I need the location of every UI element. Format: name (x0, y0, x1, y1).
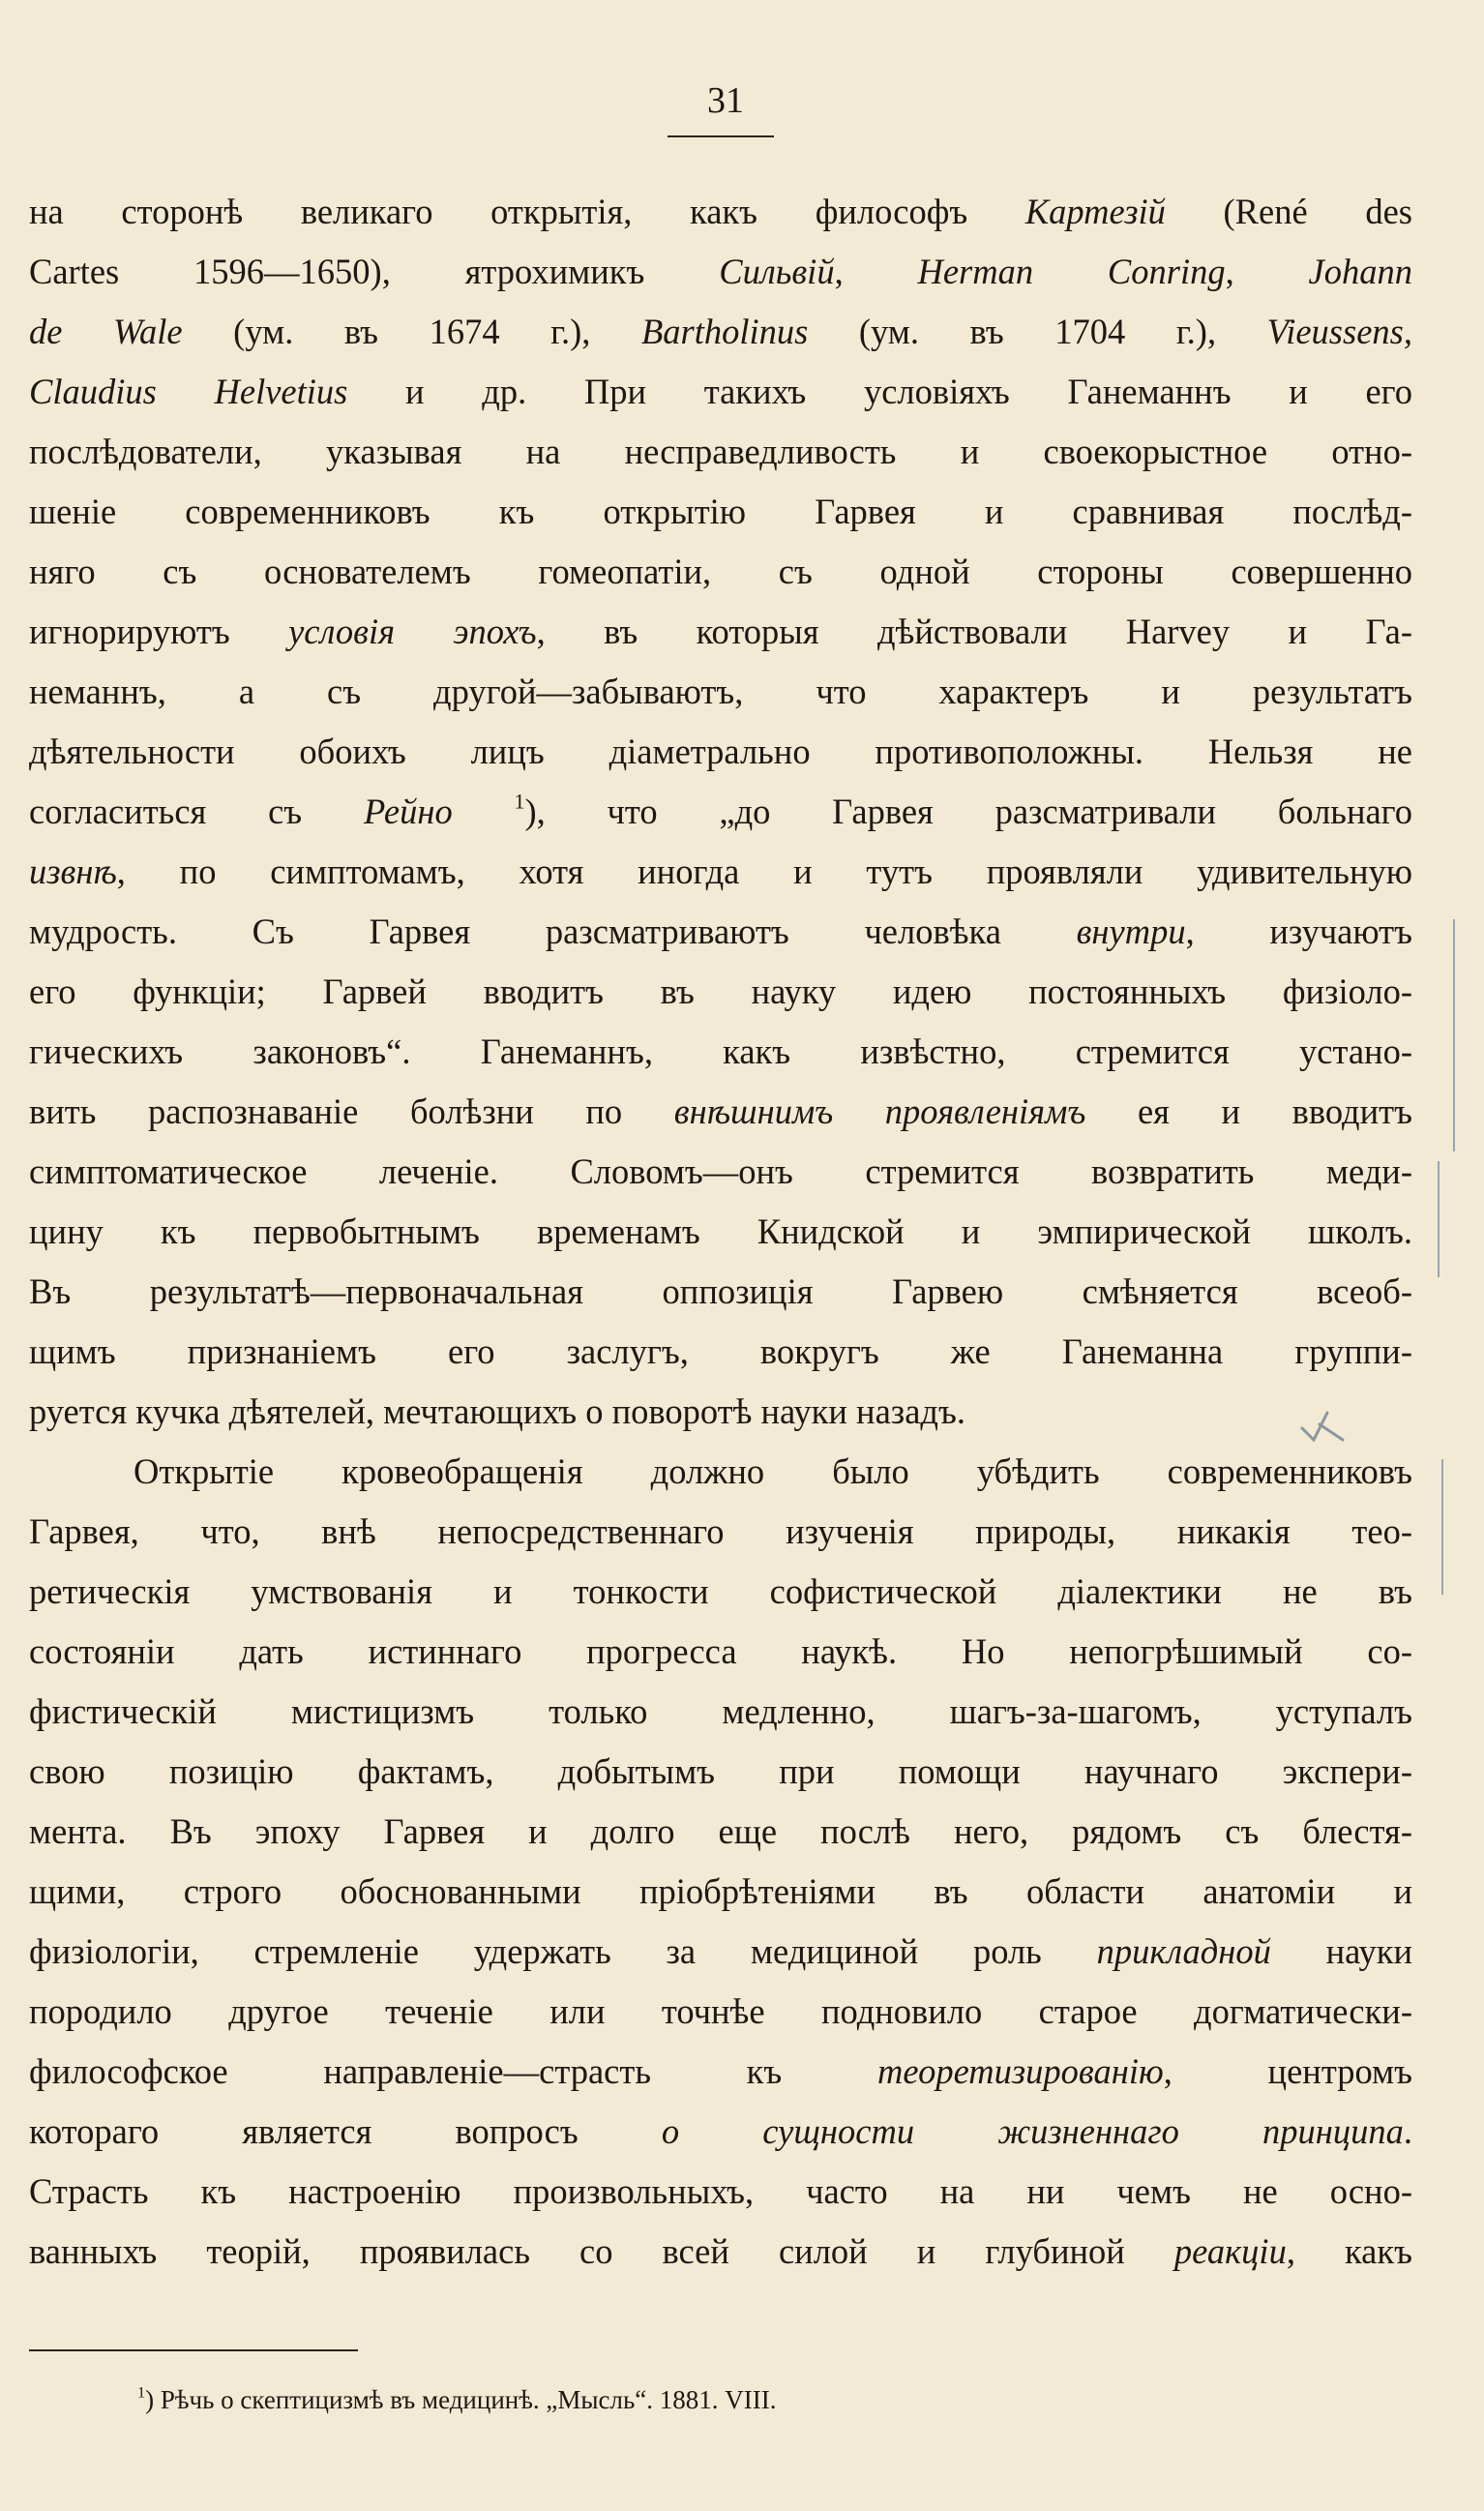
text-run: науки (1270, 1931, 1412, 1971)
text-run: гическихъ законовъ“. Ганеманнъ, какъ извѣстно, стремится устано- (29, 1031, 1412, 1071)
text-run: свою позицію фактамъ, добытымъ при помощи научнаго экспери- (29, 1751, 1412, 1791)
text-run: Открытіе кровеобращенія должно было убѣдить современниковъ (134, 1451, 1412, 1491)
text-run: состояніи дать истиннаго прогресса наукѣ. Но непогрѣшимый со- (29, 1631, 1412, 1671)
text-line (29, 842, 1412, 902)
text-line (29, 962, 1412, 1022)
text-line (29, 182, 1412, 242)
italic-text: Bartholinus (640, 312, 809, 351)
text-run: , въ которыя дѣйствовали Harvey и Га- (536, 612, 1412, 651)
text-line (29, 542, 1412, 602)
text-run: цину къ первобытнымъ временамъ Книдской и эмпирической школъ. (29, 1211, 1412, 1251)
text-line (29, 1862, 1412, 1922)
italic-text: внѣшнимъ проявленіямъ (673, 1091, 1086, 1131)
text-run: мудрость. Съ Гарвея разсматриваютъ человѣка (29, 912, 1077, 951)
margin-pencil-line-2 (1438, 1161, 1439, 1277)
text-run: на сторонѣ великаго открытія, какъ философъ (29, 192, 1025, 231)
italic-text: de Wale (29, 312, 183, 351)
italic-text: реакціи (1173, 2231, 1287, 2271)
text-run: его функціи; Гарвей вводитъ въ науку идею постоянныхъ физіоло- (29, 972, 1412, 1011)
text-run: вить распознаваніе болѣзни по (29, 1091, 674, 1131)
text-run: ), что „до Гарвея разсматривали больнаго (524, 792, 1412, 831)
text-line (29, 1682, 1412, 1742)
text-run: , (1225, 252, 1309, 291)
italic-text: Herman Conring (917, 252, 1226, 291)
italic-text: о сущности жизненнаго принципа (661, 2111, 1404, 2151)
italic-text: прикладной (1096, 1931, 1271, 1971)
text-run: дѣятельности обоихъ лицъ діаметрально противоположны. Нельзя не (29, 732, 1412, 771)
text-run: Страсть къ настроенію произвольныхъ, часто на ни чемъ не осно- (29, 2171, 1412, 2211)
margin-pencil-line-1 (1453, 919, 1455, 1151)
text-run: шеніе современниковъ къ открытію Гарвея и сравнивая послѣд- (29, 492, 1412, 531)
text-line (29, 1502, 1412, 1562)
text-line (29, 242, 1412, 302)
italic-text: условія эпохъ (288, 612, 537, 651)
footnote (137, 2380, 777, 2419)
text-run: игнорируютъ (29, 612, 289, 651)
text-run: щимъ признаніемъ его заслугъ, вокругъ же Ганеманна группи- (29, 1331, 1412, 1371)
text-run: руется кучка дѣятелей, мечтающихъ о поворотѣ науки назадъ. (29, 1391, 965, 1431)
text-run: Гарвея, что, внѣ непосредственнаго изученія природы, никакія тео- (29, 1511, 1412, 1551)
text-line (29, 2102, 1412, 2162)
text-run: Въ результатѣ—первоначальная оппозиція Гарвею смѣняется всеоб- (29, 1271, 1412, 1311)
text-line (29, 1922, 1412, 1982)
text-line (29, 1562, 1412, 1622)
italic-text: извнѣ (29, 852, 117, 891)
italic-text: теоретизированію (876, 2051, 1164, 2091)
page-number: 31 (707, 80, 744, 121)
text-line (29, 482, 1412, 542)
text-run: , центромъ (1163, 2051, 1412, 2091)
text-run: фистическій мистицизмъ только медленно, шагъ-за-шагомъ, уступалъ (29, 1691, 1412, 1731)
text-line (29, 422, 1412, 482)
text-run: физіологіи, стремленіе удержать за медициной роль (29, 1931, 1097, 1971)
text-line (29, 1202, 1412, 1262)
text-run: Cartes 1596—1650), ятрохимикъ (29, 252, 720, 291)
text-line (29, 1802, 1412, 1862)
text-line (29, 2042, 1412, 2102)
italic-text: Vieussens, (1266, 312, 1412, 351)
text-line (29, 1442, 1412, 1502)
text-run: ) Рѣчь о скептицизмѣ въ медицинѣ. „Мысль“. 1881. VIII. (145, 2385, 777, 2414)
text-line (29, 722, 1412, 782)
text-line (29, 362, 1412, 422)
text-run: котораго является вопросъ (29, 2111, 662, 2151)
text-run: ея и вводитъ (1085, 1091, 1412, 1131)
text-run: щими, строго обоснованными пріобрѣтеніями въ области анатоміи и (29, 1871, 1412, 1911)
text-line (29, 782, 1412, 842)
text-line (29, 2162, 1412, 2222)
italic-text: Johann (1308, 252, 1412, 291)
text-line (29, 2222, 1412, 2282)
margin-pencil-line-3 (1441, 1459, 1443, 1595)
text-run: послѣдователи, указывая на несправедливость и своекорыстное отно- (29, 432, 1412, 471)
text-line (29, 1982, 1412, 2042)
text-run: , (834, 252, 918, 291)
text-run: , какъ (1286, 2231, 1412, 2271)
text-run: философское направленіе—страсть къ (29, 2051, 877, 2091)
text-run (453, 792, 515, 831)
italic-text: Картезій (1024, 192, 1166, 231)
footnote-ref: 1 (514, 789, 525, 814)
text-line (29, 1022, 1412, 1082)
text-run: согласиться съ (29, 792, 364, 831)
text-run: (René des (1165, 192, 1412, 231)
text-run: мента. Въ эпоху Гарвея и долго еще послѣ него, рядомъ съ блестя- (29, 1811, 1412, 1851)
text-run: (ум. въ 1704 г.), (808, 312, 1267, 351)
text-run: , по симптомамъ, хотя иногда и тутъ проявляли удивительную (116, 852, 1412, 891)
text-line (29, 1322, 1412, 1382)
text-run: няго съ основателемъ гомеопатіи, съ одной стороны совершенно (29, 552, 1412, 591)
text-line (29, 302, 1412, 362)
pencil-check-icon (1298, 1407, 1349, 1446)
text-line (29, 1262, 1412, 1322)
text-run: и др. При такихъ условіяхъ Ганеманнъ и его (347, 372, 1412, 411)
text-line (29, 602, 1412, 662)
page-number-rule (668, 135, 774, 137)
text-run: симптоматическое леченіе. Словомъ—онъ стремится возвратить меди- (29, 1151, 1412, 1191)
text-line (29, 902, 1412, 962)
text-line (29, 1622, 1412, 1682)
text-line (29, 662, 1412, 722)
italic-text: Claudius Helvetius (29, 372, 348, 411)
text-line (29, 1742, 1412, 1802)
text-run: ванныхъ теорій, проявилась со всей силой и глубиной (29, 2231, 1174, 2271)
text-run: . (1403, 2111, 1412, 2151)
text-run: породило другое теченіе или точнѣе подновило старое догматически- (29, 1991, 1412, 2031)
italic-text: внутри (1076, 912, 1186, 951)
text-run: (ум. въ 1674 г.), (182, 312, 641, 351)
text-line (29, 1142, 1412, 1202)
italic-text: Рейно (363, 792, 453, 831)
footnote-rule (29, 2349, 358, 2351)
italic-text: Сильвій (719, 252, 835, 291)
text-run: , изучаютъ (1185, 912, 1412, 951)
footnote-ref: 1 (137, 2383, 146, 2402)
text-line (29, 1082, 1412, 1142)
text-run: ретическія умствованія и тонкости софистической діалектики не въ (29, 1571, 1412, 1611)
text-line (29, 1382, 1412, 1442)
text-run: неманнъ, а съ другой—забываютъ, что характеръ и результатъ (29, 672, 1412, 711)
main-text (29, 182, 1412, 2282)
